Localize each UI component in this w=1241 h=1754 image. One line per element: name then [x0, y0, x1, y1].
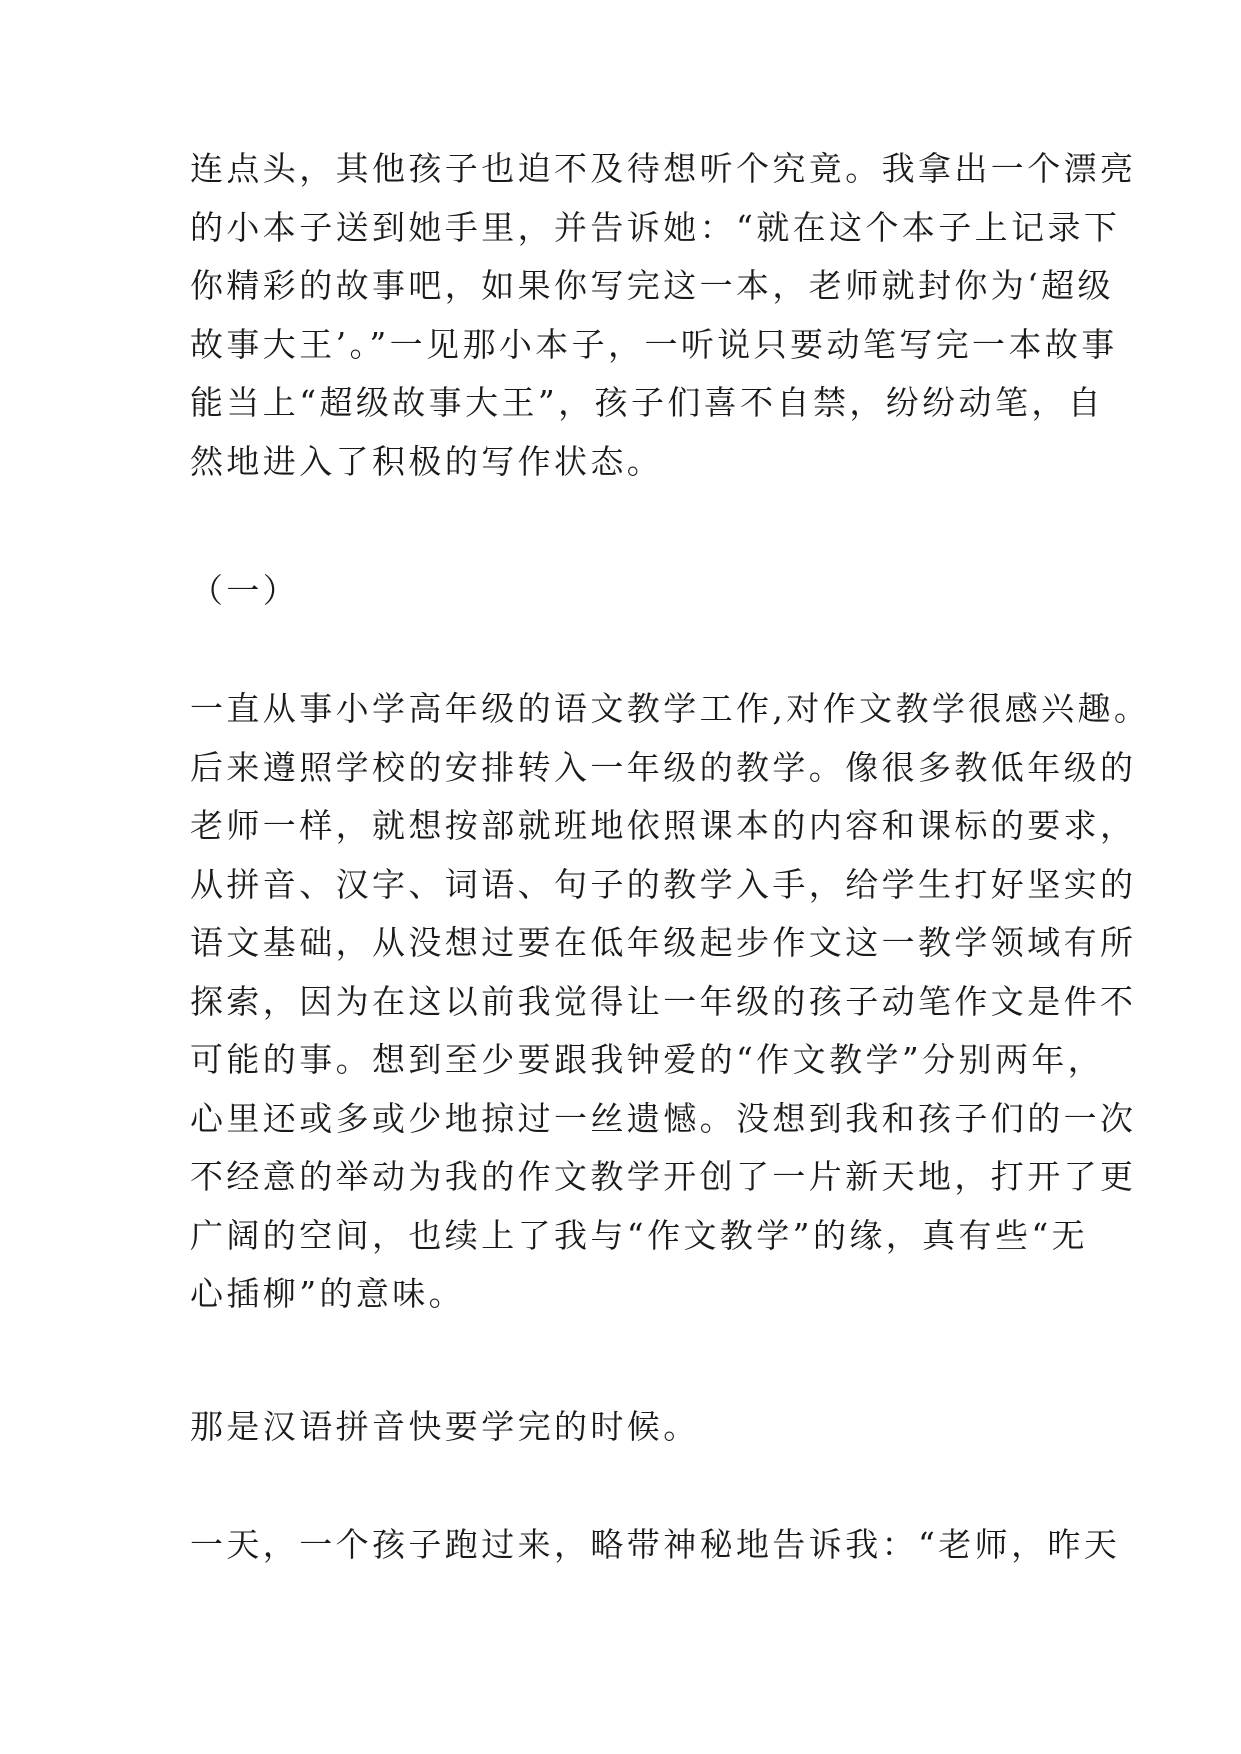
paragraph-1 [190, 140, 1137, 491]
paragraph-line: 那是汉语拼音快要学完的时候。 [190, 1407, 700, 1446]
paragraph-line: 连点头，其他孩子也迫不及待想听个究竟。我拿出一个漂亮 [190, 149, 1137, 188]
paragraph-line: 心插柳”的意味。 [190, 1274, 466, 1313]
paragraph-line: 然地进入了积极的写作状态。 [190, 441, 664, 481]
section-marker: （一） [190, 571, 300, 610]
paragraph-line: 广阔的空间，也续上了我与“作文教学”的缘，真有些“无 [190, 1215, 1089, 1255]
paragraph-line: 后来遵照学校的安排转入一年级的教学。像很多教低年级的 [190, 747, 1137, 787]
paragraph-line: 探索，因为在这以前我觉得让一年级的孩子动笔作文是件不 [190, 981, 1137, 1021]
paragraph-line: 可能的事。想到至少要跟我钟爱的“作文教学”分别两年， [190, 1040, 1105, 1079]
paragraph-line: 从拼音、汉字、词语、句子的教学入手，给学生打好坚实的 [190, 864, 1137, 904]
paragraph-line: 不经意的举动为我的作文教学开创了一片新天地，打开了更 [190, 1157, 1137, 1196]
paragraph-line: 故事大王’。”一见那小本子，一听说只要动笔写完一本故事 [190, 324, 1118, 364]
paragraph-3 [190, 1398, 1060, 1457]
paragraph-line: 的小本子送到她手里，并告诉她：“就在这个本子上记录下 [190, 207, 1121, 247]
paragraph-line: 能当上“超级故事大王”，孩子们喜不自禁，纷纷动笔，自 [190, 383, 1105, 422]
paragraph-line: 一直从事小学高年级的语文教学工作,对作文教学很感兴趣。 [190, 689, 1151, 728]
paragraph-line: 心里还或多或少地掠过一丝遗憾。没想到我和孩子们的一次 [190, 1098, 1137, 1138]
paragraph-line: 语文基础，从没想过要在低年级起步作文这一教学领域有所 [190, 923, 1137, 962]
paragraph-line: 你精彩的故事吧，如果你写完这一本，老师就封你为‘超级 [190, 266, 1114, 305]
paragraph-line: 一天，一个孩子跑过来，略带神秘地告诉我：“老师，昨天 [190, 1525, 1121, 1564]
paragraph-line: 老师一样，就想按部就班地依照课本的内容和课标的要求， [190, 806, 1137, 845]
paragraph-4 [190, 1516, 1121, 1575]
paragraph-2 [190, 680, 1151, 1324]
